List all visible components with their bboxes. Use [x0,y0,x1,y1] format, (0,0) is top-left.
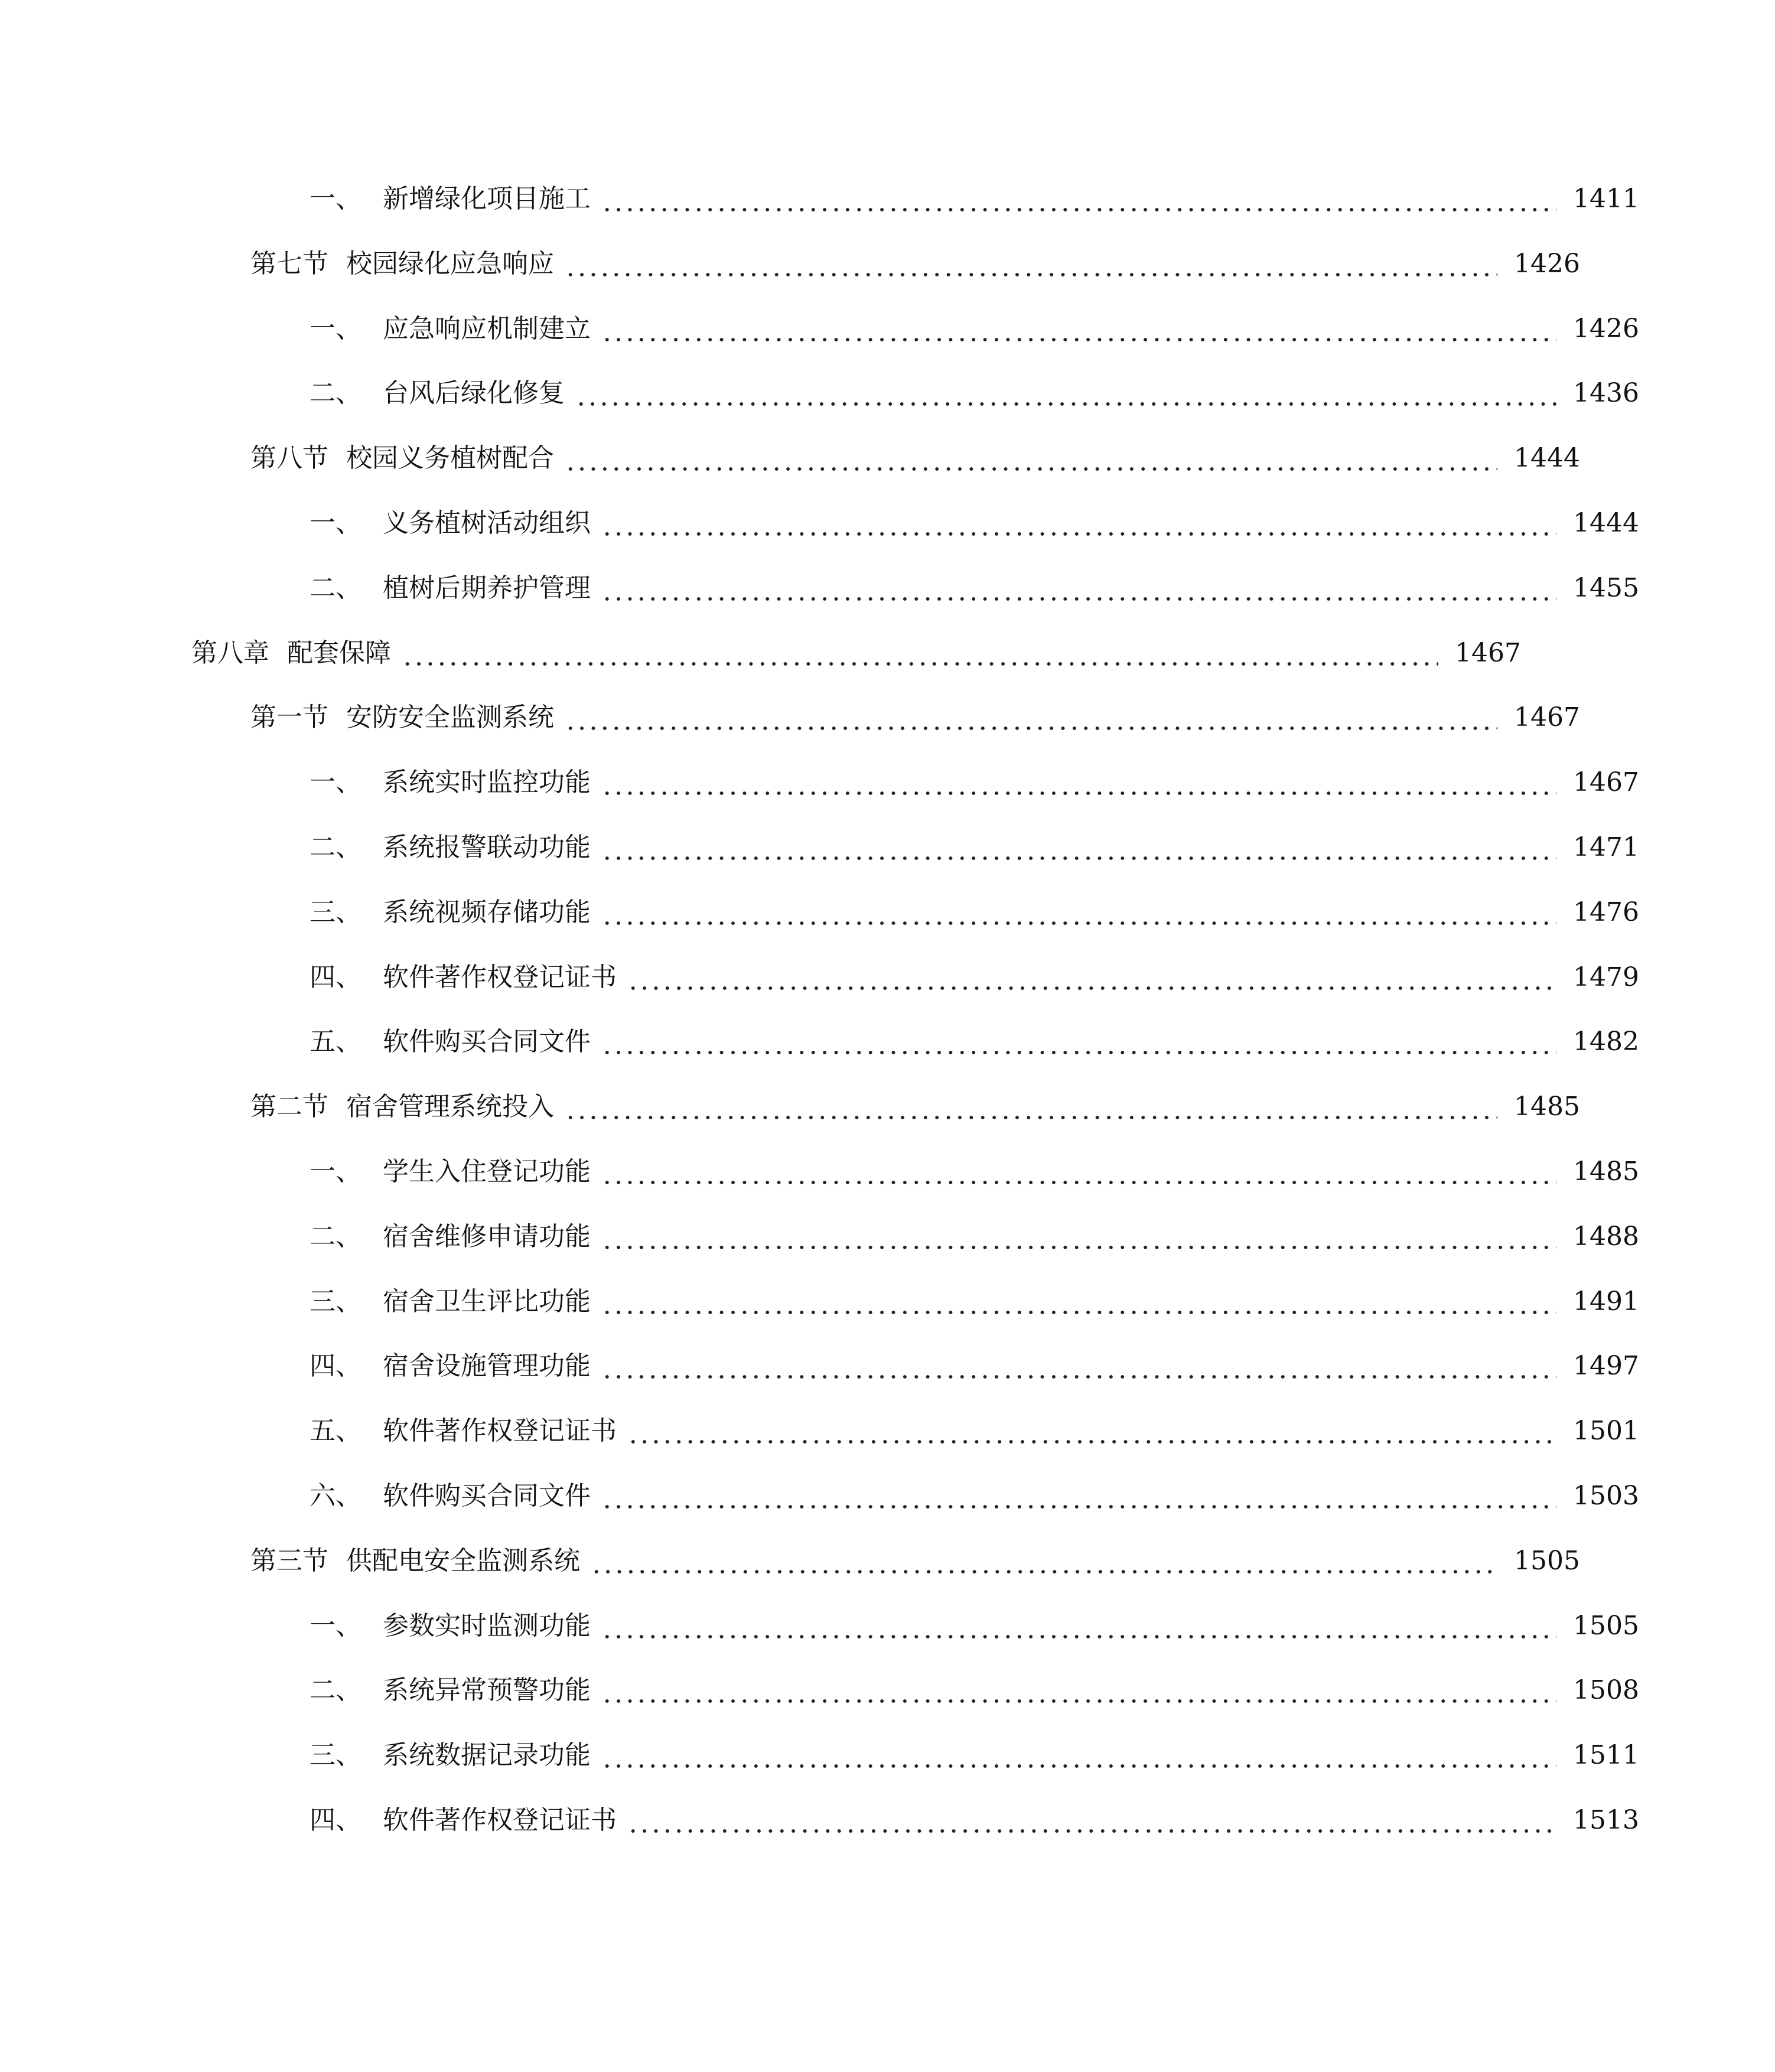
toc-entry-page-number: 1488 [1573,1221,1639,1252]
toc-entry[interactable] [0,1275,1775,1328]
toc-entry-number: 一、 [310,1610,361,1641]
toc-entry[interactable] [0,1405,1775,1458]
toc-entry-title: 软件著作权登记证书 [383,962,617,992]
toc-entry-title: 软件著作权登记证书 [383,1805,617,1835]
toc-entry-number: 三、 [310,1740,361,1771]
toc-entry-title: 配套保障 [287,637,391,668]
dot-leader [601,575,1556,601]
dot-leader [601,835,1556,861]
dot-leader [565,1094,1497,1120]
toc-entry-title: 软件著作权登记证书 [383,1416,617,1447]
toc-entry[interactable] [0,1729,1775,1782]
toc-entry-title: 应急响应机制建立 [383,313,591,344]
toc-entry-number: 第一节 [250,702,328,733]
toc-entry-title: 软件购买合同文件 [383,1481,591,1511]
toc-entry-title: 义务植树活动组织 [383,508,591,538]
toc-entry-number: 第八章 [191,637,269,668]
toc-entry-title: 系统实时监控功能 [383,767,591,798]
toc-entry-title: 系统视频存储功能 [383,897,591,927]
toc-entry-number: 二、 [310,1221,361,1252]
toc-entry-title: 宿舍维修申请功能 [383,1221,591,1252]
dot-leader [627,965,1556,991]
dot-leader [601,1742,1556,1768]
toc-entry-number: 二、 [310,1675,361,1706]
toc-entry-title: 学生入住登记功能 [383,1156,591,1187]
toc-entry[interactable] [0,1470,1775,1523]
toc-entry-page-number: 1411 [1573,184,1639,214]
toc-entry-page-number: 1505 [1514,1545,1580,1576]
toc-entry-page-number: 1485 [1514,1092,1580,1122]
toc-entry[interactable] [0,237,1716,291]
toc-entry[interactable] [0,886,1775,939]
toc-entry-title: 校园绿化应急响应 [346,248,554,279]
toc-entry-number: 五、 [310,1416,361,1447]
toc-entry-title: 宿舍管理系统投入 [346,1092,554,1122]
toc-entry-number: 二、 [310,572,361,603]
toc-entry-number: 六、 [310,1481,361,1511]
dot-leader [601,1159,1556,1185]
dot-leader [565,705,1497,731]
toc-entry-number: 二、 [310,832,361,862]
toc-entry-number: 四、 [310,1351,361,1382]
toc-entry-title: 新增绿化项目施工 [383,184,591,214]
toc-entry[interactable] [0,432,1716,485]
toc-entry[interactable] [0,1340,1775,1393]
dot-leader [601,1029,1556,1055]
toc-entry-number: 一、 [310,1156,361,1187]
toc-entry-title: 参数实时监测功能 [383,1610,591,1641]
toc-entry[interactable] [0,367,1775,420]
toc-entry-number: 二、 [310,378,361,409]
dot-leader [601,1613,1556,1639]
toc-entry-title: 系统报警联动功能 [383,832,591,862]
toc-entry-number: 一、 [310,508,361,538]
toc-entry[interactable] [0,302,1775,356]
dot-leader [601,186,1556,212]
toc-entry-page-number: 1505 [1573,1610,1639,1641]
dot-leader [601,900,1556,926]
toc-entry[interactable] [0,172,1775,226]
toc-entry-number: 第三节 [250,1545,328,1576]
dot-leader [601,316,1556,342]
toc-entry-number: 三、 [310,1286,361,1317]
toc-entry-number: 一、 [310,184,361,214]
toc-entry-page-number: 1436 [1573,378,1639,409]
toc-entry-page-number: 1485 [1573,1156,1639,1187]
toc-entry-title: 系统异常预警功能 [383,1675,591,1706]
toc-entry-page-number: 1476 [1573,897,1639,927]
toc-entry-page-number: 1467 [1514,702,1580,733]
toc-entry-page-number: 1444 [1573,508,1639,538]
toc-entry-number: 三、 [310,897,361,927]
toc-entry-page-number: 1467 [1455,637,1521,668]
toc-entry[interactable] [0,691,1716,744]
dot-leader [402,640,1438,666]
toc-entry-page-number: 1482 [1573,1027,1639,1057]
dot-leader [601,1353,1556,1379]
toc-entry-title: 系统数据记录功能 [383,1740,591,1771]
toc-entry-page-number: 1501 [1573,1416,1639,1447]
toc-entry-number: 四、 [310,1805,361,1835]
toc-entry-number: 五、 [310,1027,361,1057]
toc-entry-page-number: 1426 [1573,313,1639,344]
toc-entry-number: 第二节 [250,1092,328,1122]
dot-leader [565,251,1497,277]
toc-entry-title: 台风后绿化修复 [383,378,565,409]
toc-entry-title: 宿舍设施管理功能 [383,1351,591,1382]
toc-entry-page-number: 1444 [1514,443,1580,474]
dot-leader [601,510,1556,536]
toc-entry[interactable] [0,1599,1775,1653]
toc-entry-title: 校园义务植树配合 [346,443,554,474]
toc-entry[interactable] [0,1145,1775,1198]
toc-entry-page-number: 1513 [1573,1805,1639,1835]
toc-entry[interactable] [0,1664,1775,1717]
toc-entry-number: 第七节 [250,248,328,279]
toc-entry-number: 一、 [310,313,361,344]
toc-entry[interactable] [0,1080,1716,1133]
toc-entry-page-number: 1491 [1573,1286,1639,1317]
dot-leader [601,1677,1556,1703]
toc-entry[interactable] [0,951,1775,1004]
dot-leader [627,1807,1556,1833]
toc-entry-number: 一、 [310,767,361,798]
toc-entry[interactable] [0,627,1657,680]
toc-entry-page-number: 1497 [1573,1351,1639,1382]
dot-leader [601,770,1556,796]
dot-leader [575,380,1556,406]
toc-entry-page-number: 1503 [1573,1481,1639,1511]
dot-leader [627,1418,1556,1444]
toc-entry[interactable] [0,497,1775,550]
toc-entry-title: 安防安全监测系统 [346,702,554,733]
toc-entry[interactable] [0,756,1775,809]
toc-entry-title: 植树后期养护管理 [383,572,591,603]
toc-entry[interactable] [0,1210,1775,1263]
toc-entry-page-number: 1471 [1573,832,1639,862]
toc-entry-title: 供配电安全监测系统 [346,1545,580,1576]
toc-entry[interactable] [0,1015,1775,1068]
toc-entry-page-number: 1511 [1573,1740,1639,1771]
toc-entry[interactable] [0,1794,1775,1847]
toc-entry-page-number: 1479 [1573,962,1639,992]
toc-entry[interactable] [0,821,1775,874]
toc-entry[interactable] [0,1535,1716,1588]
toc-entry-number: 第八节 [250,443,328,474]
toc-entry-page-number: 1508 [1573,1675,1639,1706]
dot-leader [565,445,1497,471]
toc-entry-number: 四、 [310,962,361,992]
toc-entry-title: 宿舍卫生评比功能 [383,1286,591,1317]
toc-entry-page-number: 1426 [1514,248,1580,279]
dot-leader [601,1289,1556,1315]
toc-entry-title: 软件购买合同文件 [383,1027,591,1057]
dot-leader [601,1483,1556,1509]
toc-entry[interactable] [0,562,1775,615]
toc-entry-page-number: 1455 [1573,572,1639,603]
toc-entry-page-number: 1467 [1573,767,1639,798]
dot-leader [591,1548,1497,1574]
dot-leader [601,1224,1556,1250]
